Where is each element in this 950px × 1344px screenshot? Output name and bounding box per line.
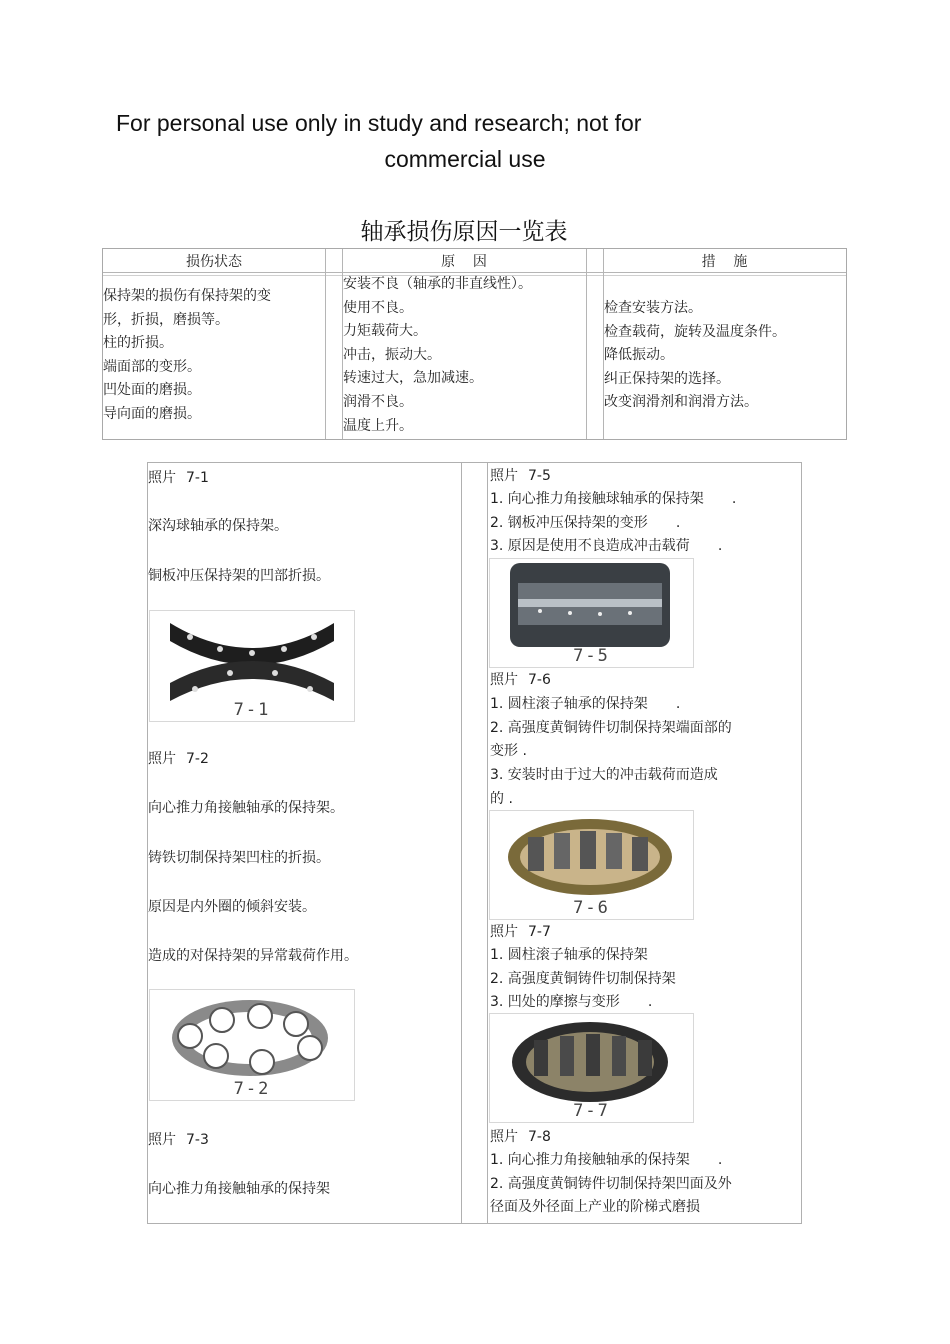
header-cause: 原 因 bbox=[441, 254, 487, 270]
damage-summary-table bbox=[102, 248, 847, 440]
grid-col-divider bbox=[461, 463, 462, 1223]
copyright-notice-line-2: commercial use bbox=[384, 146, 546, 172]
photo-7-7-desc-2: 2. 高强度黄铜铸件切制保持架 bbox=[490, 971, 676, 987]
photo-7-3-caption: 照片 7-3 bbox=[148, 1132, 209, 1148]
damage-state-cell: 保持架的损伤有保持架的变 形，折损，磨损等。 柱的折损。 端面部的变形。 凹处面的磨损。 导向面的磨损。 bbox=[103, 288, 271, 422]
photo-7-1-image bbox=[149, 610, 355, 722]
document-title: 轴承损伤原因一览表 bbox=[360, 219, 568, 245]
photo-7-2-desc-4: 造成的对保持架的异常载荷作用。 bbox=[148, 948, 358, 964]
copyright-notice-line-1: For personal use only in study and research; not for bbox=[116, 110, 642, 136]
photo-7-1-caption: 照片 7-1 bbox=[148, 470, 209, 486]
photo-7-6-desc-3: 变形 . bbox=[490, 743, 527, 759]
photo-7-6-desc-4: 3. 安装时由于过大的冲击载荷而造成 bbox=[490, 767, 718, 783]
photo-7-1-image-label: 7-1 bbox=[233, 700, 271, 720]
photo-7-6-caption: 照片 7-6 bbox=[490, 672, 551, 688]
photo-7-3-desc-1: 向心推力角接触轴承的保持架 bbox=[148, 1181, 330, 1197]
photo-7-7-image bbox=[489, 1013, 694, 1123]
photo-7-5-image bbox=[489, 558, 694, 668]
photo-7-2-desc-2: 铸铁切制保持架凹柱的折损。 bbox=[148, 850, 330, 866]
photo-7-6-desc-2: 2. 高强度黄铜铸件切制保持架端面部的 bbox=[490, 720, 732, 736]
photo-7-6-image bbox=[489, 810, 694, 920]
photo-7-6-desc-1: 1. 圆柱滚子轴承的保持架 . bbox=[490, 696, 681, 712]
photo-7-7-desc-1: 1. 圆柱滚子轴承的保持架 bbox=[490, 947, 648, 963]
photo-7-2-desc-1: 向心推力角接触轴承的保持架。 bbox=[148, 800, 344, 816]
photo-7-2-caption: 照片 7-2 bbox=[148, 751, 209, 767]
photo-7-2-image-label: 7-2 bbox=[233, 1079, 271, 1099]
photo-7-5-image-label: 7-5 bbox=[573, 646, 610, 666]
grid-col-divider bbox=[487, 463, 488, 1223]
photo-7-8-caption: 照片 7-8 bbox=[490, 1129, 551, 1145]
photo-7-8-desc-3: 径面及外径面上产业的阶梯式磨损 bbox=[490, 1199, 700, 1215]
table-col-divider bbox=[325, 249, 326, 439]
photo-7-5-caption: 照片 7-5 bbox=[490, 468, 551, 484]
header-measure: 措 施 bbox=[701, 254, 748, 270]
photo-7-6-image-label: 7-6 bbox=[573, 898, 610, 918]
photo-7-2-image bbox=[149, 989, 355, 1101]
photo-7-1-desc-1: 深沟球轴承的保持架。 bbox=[148, 518, 288, 534]
photo-7-1-desc-2: 铜板冲压保持架的凹部折损。 bbox=[148, 568, 330, 584]
cause-cell: 安装不良（轴承的非直线性）。 使用不良。 力矩载荷大。 冲击，振动大。 转速过大，急加减速。 润滑不良。 温度上升。 bbox=[343, 276, 532, 434]
photo-7-5-desc-1: 1. 向心推力角接触球轴承的保持架 . bbox=[490, 491, 737, 507]
photo-7-8-desc-2: 2. 高强度黄铜铸件切制保持架凹面及外 bbox=[490, 1176, 732, 1192]
photo-7-7-desc-3: 3. 凹处的摩擦与变形 . bbox=[490, 994, 653, 1010]
photo-7-5-desc-2: 2. 钢板冲压保持架的变形 . bbox=[490, 515, 681, 531]
header-damage-state: 损伤状态 bbox=[186, 254, 242, 270]
photo-7-7-caption: 照片 7-7 bbox=[490, 924, 551, 940]
photo-7-7-image-label: 7-7 bbox=[573, 1101, 610, 1121]
photo-grid bbox=[147, 462, 802, 1224]
photo-7-8-desc-1: 1. 向心推力角接触轴承的保持架 . bbox=[490, 1152, 723, 1168]
measure-cell: 检查安装方法。 检查载荷，旋转及温度条件。 降低振动。 纠正保持架的选择。 改变润滑剂和润滑方法。 bbox=[604, 300, 786, 411]
photo-7-6-desc-5: 的 . bbox=[490, 791, 513, 807]
table-col-divider bbox=[586, 249, 587, 439]
photo-7-2-desc-3: 原因是内外圈的倾斜安装。 bbox=[148, 899, 316, 915]
photo-7-5-desc-3: 3. 原因是使用不良造成冲击载荷 . bbox=[490, 538, 723, 554]
